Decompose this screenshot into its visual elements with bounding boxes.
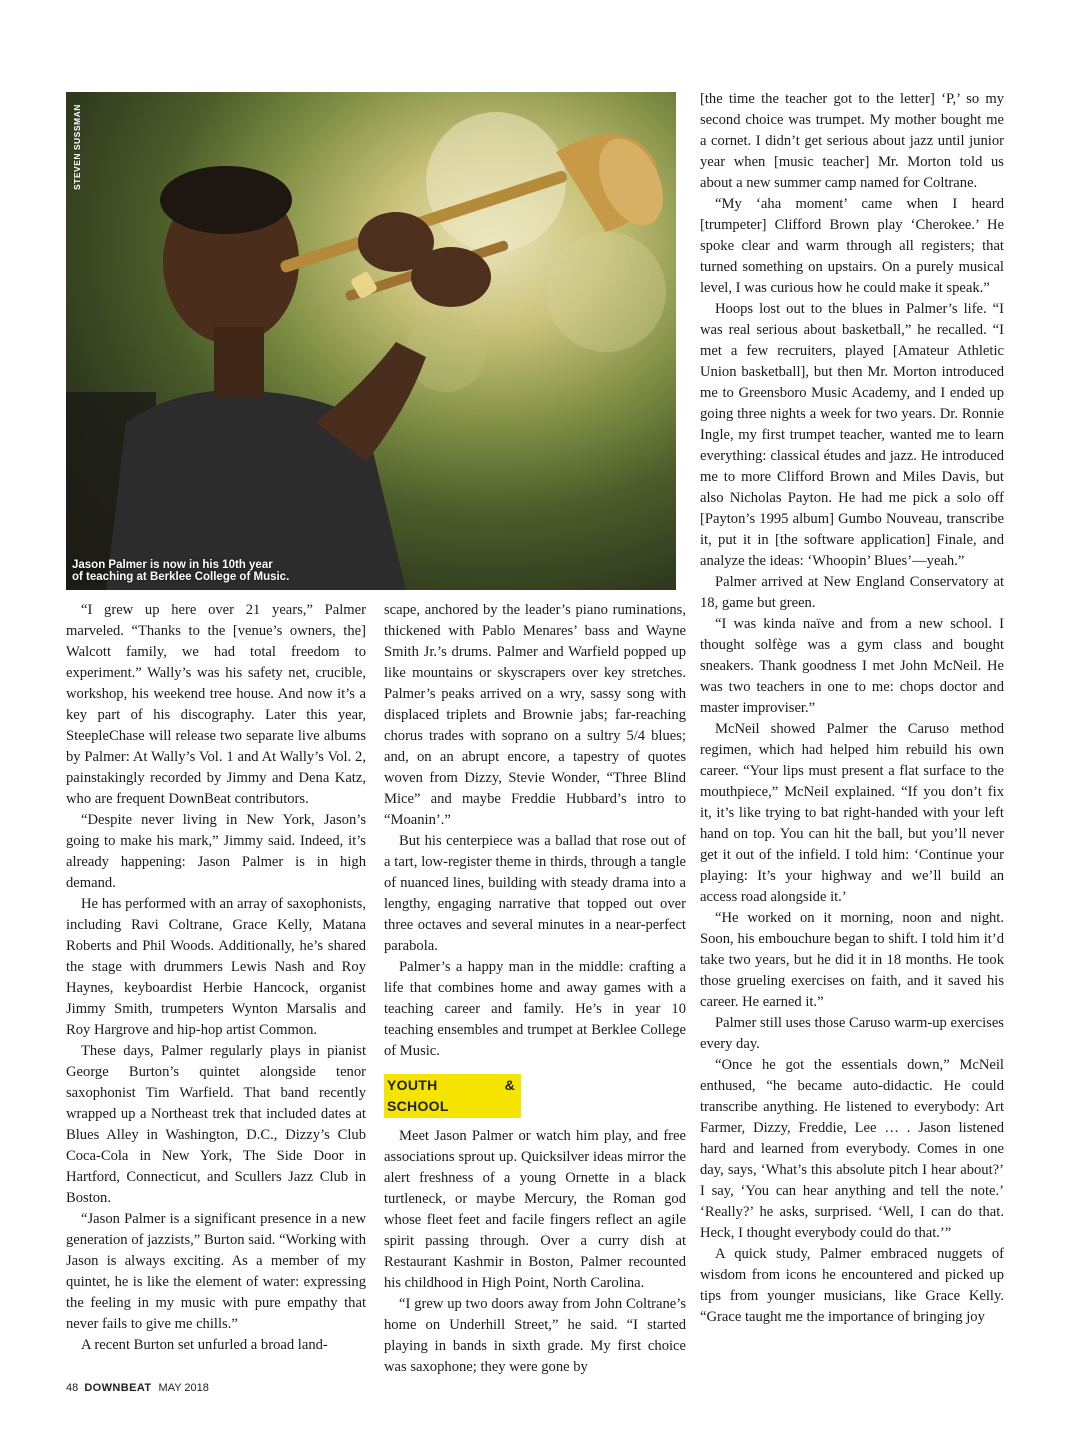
column-3: [700, 89, 1004, 1328]
caption-line-2: of teaching at Berklee College of Music.: [72, 571, 290, 583]
section-heading: YOUTH & SCHOOL: [384, 1074, 521, 1118]
paragraph: Palmer’s a happy man in the middle: crafting a life that combines home and away games with a teaching career and family. He’s in year 10 teaching ensembles and trumpet at Berklee College of Music.: [384, 959, 686, 1059]
paragraph: “Jason Palmer is a significant presence in a new generation of jazzists,” Burton said. “Working with Jason is always exciting. As a member of my quintet, he is like the element of water: expressing the feeling in my music with pure empathy that never fails to give me chills.”: [66, 1211, 366, 1332]
paragraph: A recent Burton set unfurled a broad land-: [81, 1337, 328, 1353]
paragraph: “He worked on it morning, noon and night. Soon, his embouchure began to shift. I told him it’d take two years, but he did it in 18 months. He took those grueling exercises on faith, and it saved his career. He earned it.”: [700, 910, 1004, 1010]
photo-caption: [72, 559, 392, 583]
column-2: [384, 600, 686, 1378]
paragraph: These days, Palmer regularly plays in pianist George Burton’s quintet alongside tenor saxophonist Tim Warfield. That band recently wrapped up a Northeast trek that included dates at Blues Alley in Washington, D.C., Dizzy’s Club Coca-Cola in New York, The Side Door in Hartford, Connecticut, and Scullers Jazz Club in Boston.: [66, 1043, 366, 1206]
paragraph: Meet Jason Palmer or watch him play, and free associations sprout up. Quicksilver ideas mirror the alert freshness of a young Ornette in a black turtleneck, or maybe Mercury, the Roman god whose fleet feet and facile fingers reflect an agile spirit passing through. Over a curry dish at Restaurant Kashmir in Boston, Palmer recounted his childhood in High Point, North Carolina.: [384, 1128, 686, 1291]
paragraph: “My ‘aha moment’ came when I heard [trumpeter] Clifford Brown play ‘Cherokee.’ He spoke clear and warm through all registers; that turned something on upstairs. On a purely musical level, I was curious how he could make it speak.”: [700, 196, 1004, 296]
page-footer: [66, 1382, 209, 1394]
photo-credit: STEVEN SUSSMAN: [72, 104, 82, 190]
column-1: [66, 600, 366, 1356]
trumpeter-illustration: [66, 92, 676, 590]
caption-line-1: Jason Palmer is now in his 10th year: [72, 559, 273, 571]
paragraph: He has performed with an array of saxophonists, including Ravi Coltrane, Grace Kelly, Matana Roberts and Phil Woods. Additionally, he’s shared the stage with drummers Lewis Nash and Roy Haynes, keyboardist Herbie Hancock, organist Jimmy Smith, trumpeters Wynton Marsalis and Roy Hargrove and hip-hop artist Common.: [66, 896, 366, 1038]
paragraph: But his centerpiece was a ballad that rose out of a tart, low-register theme in thirds, through a tangle of nuanced lines, building with steady drama into a lengthy, engaging narrative that topped out over three octaves and several minutes in a near-perfect parabola.: [384, 833, 686, 954]
paragraph: scape, anchored by the leader’s piano ruminations, thickened with Pablo Menares’ bass and Wayne Smith Jr.’s drums. Palmer and Warfield popped up like mountains or skyscrapers over key stretches. Palmer’s peaks arrived on a wry, sassy song with displaced triplets and Brownie jabs; far-reaching chorus trades with soprano on a sultry 5/4 blues; and, on an abrupt encore, a tapestry of quotes woven from Dizzy, Stevie Wonder, “Three Blind Mice” and maybe Freddie Hubbard’s intro to “Moanin’.”: [384, 602, 686, 828]
paragraph: [the time the teacher got to the letter] ‘P,’ so my second choice was trumpet. My mother bought me a cornet. I didn’t get serious about jazz until junior year when [music teacher] Mr. Morton told us about a new summer camp named for Coltrane.: [700, 91, 1004, 191]
paragraph: “Once he got the essentials down,” McNeil enthused, “he became auto-didactic. He could transcribe anything. He listened to everybody: Art Farmer, Dizzy, Freddie, Lee … . Jason listened hard and learned from everybody. Comes in one day, says, ‘What’s this absolute pitch I hear about?’ I say, ‘You can hear anything and tell the note.’ ‘Really?’ he asks, surprised. ‘Well, I can do that. Heck, I thought everybody could do that.’”: [700, 1057, 1004, 1241]
article-photo: [66, 92, 676, 590]
paragraph: Hoops lost out to the blues in Palmer’s life. “I was real serious about basketball,” he recalled. “I met a few recruiters, played [Amateur Athletic Union basketball], but then Mr. Morton introduced me to Greensboro Music Academy, and I ended up going three nights a week for two years. Dr. Ronnie Ingle, my first trumpet teacher, wanted me to learn everything: classical études and jazz. He introduced me to more Clifford Brown and Miles Davis, but also Nicholas Payton. He had me pick a solo off [Payton’s 1995 album] Gumbo Nouveau, transcribe it, put it in [the software application] Finale, and analyze the ideas: ‘Whoopin’ Blues’—yeah.”: [700, 301, 1004, 569]
paragraph: A quick study, Palmer embraced nuggets of wisdom from icons he encountered and picked up tips from younger musicians, like Grace Kelly. “Grace taught me the importance of bringing joy: [700, 1246, 1004, 1325]
paragraph: “I grew up two doors away from John Coltrane’s home on Underhill Street,” he said. “I started playing in bands in sixth grade. My first choice was saxophone; they were gone by: [384, 1296, 686, 1375]
paragraph: McNeil showed Palmer the Caruso method regimen, which had helped him rebuild his own career. “Your lips must present a flat surface to the mouthpiece,” McNeil explained. “If you don’t fix it, it’s like trying to bat right-handed with your left hand on top. You can hit the ball, but you’ll never get it out of the infield. I told him: ‘Continue your playing: It’s your highway and we’ll build an access road alongside it.’: [700, 721, 1004, 905]
paragraph: “Despite never living in New York, Jason’s going to make his mark,” Jimmy said. Indeed, it’s already happening: Jason Palmer is in high demand.: [66, 812, 366, 891]
page-number: 48: [66, 1382, 79, 1394]
paragraph: Palmer arrived at New England Conservatory at 18, game but green.: [700, 574, 1004, 611]
paragraph: “I grew up here over 21 years,” Palmer marveled. “Thanks to the [venue’s owners, the] Walcott family, we had total freedom to experiment.” Wally’s was his safety net, crucible, workshop, his weekend tree house. And now it’s a key part of his discography. Later this year, SteepleChase will release two separate live albums by Palmer: At Wally’s Vol. 1 and At Wally’s Vol. 2, painstakingly recorded by Jimmy and Dena Katz, who are frequent DownBeat contributors.: [66, 602, 366, 807]
paragraph: “I was kinda naïve and from a new school. I thought solfège was a gym class and bought sneakers. Thank goodness I met John McNeil. He was two teachers in one to me: chops doctor and master improviser.”: [700, 616, 1004, 716]
publication-name: DOWNBEAT: [84, 1382, 152, 1394]
paragraph: Palmer still uses those Caruso warm-up exercises every day.: [700, 1015, 1004, 1052]
issue-date: MAY 2018: [158, 1382, 209, 1394]
